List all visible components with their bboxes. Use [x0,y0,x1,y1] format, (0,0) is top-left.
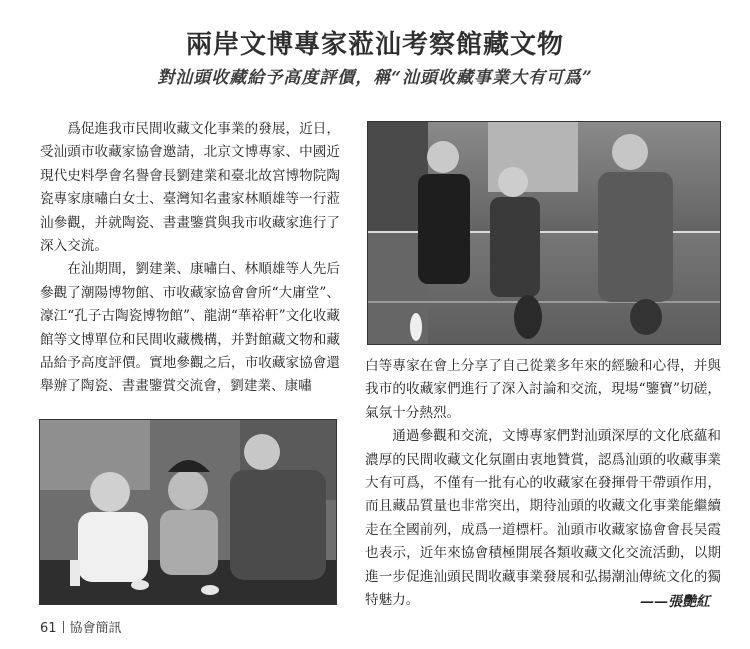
article-subtitle: 對汕頭收藏給予高度評價，稱“汕頭收藏事業大有可爲” [157,68,593,88]
page-number: 61 [40,621,57,636]
photo-museum-visit [367,121,721,345]
article-title: 兩岸文博專家蒞汕考察館藏文物 [185,30,564,60]
paragraph-3: 白等專家在會上分享了自己從業多年來的經驗和心得，并與我市的收藏家們進行了深入討論和交流，現場“鑒寶”切磋，氣氛十分熱烈。 [365,358,721,421]
page-footer [40,619,122,639]
footer-divider [63,621,64,633]
right-column [365,355,721,612]
author-byline: ——張艷紅 [640,594,710,610]
photo-appraisal-meeting [39,419,337,605]
section-name: 協會簡訊 [69,621,122,636]
paragraph-4: 通過參觀和交流，文博專家們對汕頭深厚的文化底蘊和濃厚的民間收藏文化氛圍由衷地贊賞，認爲汕頭的收藏事業大有可爲，不僅有一批有心的收藏家在發揮骨干帶頭作用，而且藏品質量也非常突出，期待汕頭的收藏文化事業能繼續走在全國前列，成爲一道標杆。汕頭市收藏家協會會長吴霞也表示，近年來協會積極開展各類收藏文化交流活動，以期進一步促進汕頭民間收藏事業發展和弘揚潮汕傳統文化的獨特魅力。 [365,428,721,609]
left-column [40,118,340,399]
paragraph-1: 爲促進我市民間收藏文化事業的發展，近日，受汕頭市收藏家協會邀請，北京文博專家、中國近現代史料學會名譽會長劉建業和臺北故宮博物院陶瓷專家康嘯白女士、臺灣知名畫家林順雄等一行蒞汕參觀，并就陶瓷、書畫鑒賞與我市收藏家進行了深入交流。 [40,121,340,255]
paragraph-2: 在汕期間，劉建業、康嘯白、林順雄等人先后參觀了潮陽博物館、市收藏家協會會所“大庸堂”、濠江“孔子古陶瓷博物館”、龍湖“華裕軒”文化收藏館等文博單位和民間收藏機構，并對館藏文物和藏品給予高度評價。實地參觀之后，市收藏家協會還舉辦了陶瓷、書畫鑒賞交流會，劉建業、康嘯 [40,261,340,395]
